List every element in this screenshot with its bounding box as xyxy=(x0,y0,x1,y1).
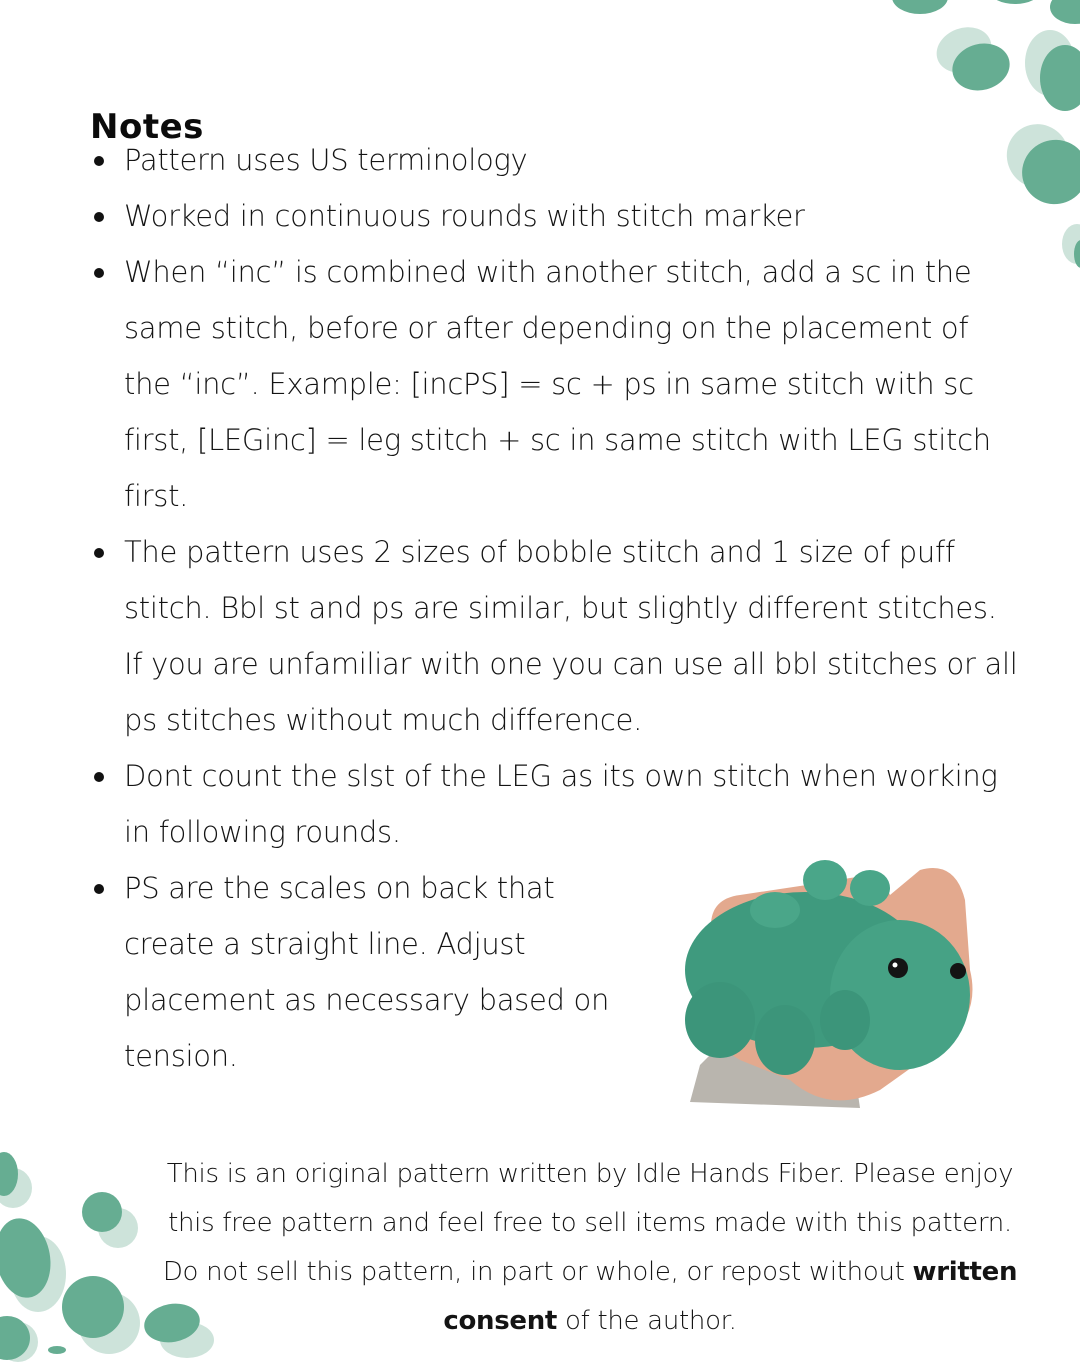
note-item: Pattern uses US terminology xyxy=(90,132,1020,188)
notice-bold: written consent xyxy=(443,1257,1018,1336)
note-item: Worked in continuous rounds with stitch marker xyxy=(90,188,1020,244)
note-item: Dont count the slst of the LEG as its own stitch when working in following rounds. xyxy=(90,748,1020,860)
note-item: When “inc” is combined with another stitch, add a sc in the same stitch, before or after depending on the placement of the “inc”. Example: [incPS] = sc + ps in same stitch with sc first, [LEGinc] = leg stitch + sc in same stitch with LEG stitch first. xyxy=(90,244,1020,524)
note-item: PS are the scales on back that create a straight line. Adjust placement as necessary based on tension. xyxy=(90,860,644,1084)
notes-title: Notes xyxy=(90,106,204,147)
note-item: The pattern uses 2 sizes of bobble stitch and 1 size of puff stitch. Bbl st and ps are similar, but slightly different stitches. If you are unfamiliar with one you can use all bbl stitches or all ps stitches without much difference. xyxy=(90,524,1020,748)
notice-text-end: of the author. xyxy=(557,1306,737,1336)
copyright-notice xyxy=(150,1150,1030,1346)
photo-illustration xyxy=(680,840,980,1110)
crocodile-amigurumi-photo xyxy=(680,840,980,1110)
notice-text: This is an original pattern written by Idle Hands Fiber. Please enjoy this free pattern and feel free to sell items made with this pattern. Do not sell this pattern, in part or whole, or repost without xyxy=(162,1159,1014,1287)
